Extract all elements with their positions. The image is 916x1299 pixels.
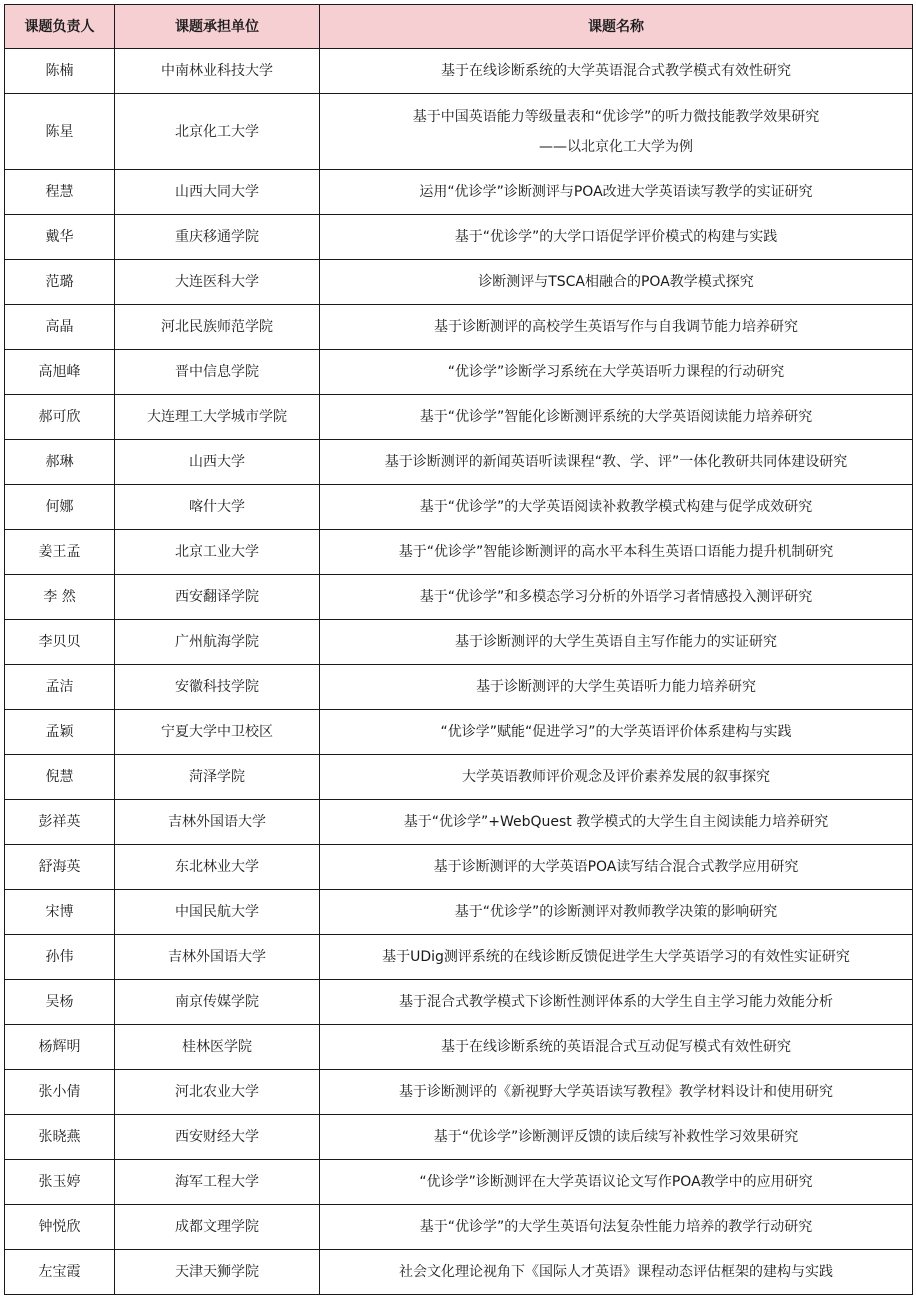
table-row	[5, 755, 913, 800]
cell-leader: 戴华	[5, 215, 115, 260]
cell-unit: 河北农业大学	[115, 1070, 320, 1115]
cell-title	[320, 1115, 913, 1160]
cell-leader: 张小倩	[5, 1070, 115, 1115]
cell-leader: 孙伟	[5, 935, 115, 980]
table-row	[5, 710, 913, 755]
cell-unit: 海军工程大学	[115, 1160, 320, 1205]
table-row	[5, 49, 913, 94]
cell-title	[320, 440, 913, 485]
cell-unit: 吉林外国语大学	[115, 935, 320, 980]
title-line: 运用“优诊学”诊断测评与POA改进大学英语读写教学的实证研究	[419, 184, 813, 200]
title-line: 基于UDig测评系统的在线诊断反馈促进学生大学英语学习的有效性实证研究	[382, 949, 850, 965]
cell-leader: 高旭峰	[5, 350, 115, 395]
cell-leader: 倪慧	[5, 755, 115, 800]
table-row	[5, 440, 913, 485]
cell-leader: 范璐	[5, 260, 115, 305]
cell-unit: 西安财经大学	[115, 1115, 320, 1160]
cell-title	[320, 1205, 913, 1250]
table-row	[5, 620, 913, 665]
cell-title	[320, 935, 913, 980]
title-line: 大学英语教师评价观念及评价素养发展的叙事探究	[462, 769, 770, 785]
table-row	[5, 1025, 913, 1070]
cell-unit: 菏泽学院	[115, 755, 320, 800]
cell-title	[320, 575, 913, 620]
cell-unit: 成都文理学院	[115, 1205, 320, 1250]
title-line: 诊断测评与TSCA相融合的POA教学模式探究	[478, 274, 754, 290]
cell-unit: 吉林外国语大学	[115, 800, 320, 845]
title-line: 基于在线诊断系统的英语混合式互动促写模式有效性研究	[441, 1039, 791, 1055]
title-line: 基于混合式教学模式下诊断性测评体系的大学生自主学习能力效能分析	[399, 994, 833, 1010]
title-line: “优诊学”赋能“促进学习”的大学英语评价体系建构与实践	[440, 724, 792, 740]
cell-title	[320, 1160, 913, 1205]
table-row	[5, 845, 913, 890]
header-row	[5, 5, 913, 49]
cell-leader: 杨辉明	[5, 1025, 115, 1070]
cell-unit: 北京化工大学	[115, 94, 320, 170]
cell-unit: 南京传媒学院	[115, 980, 320, 1025]
cell-leader: 舒海英	[5, 845, 115, 890]
cell-title	[320, 170, 913, 215]
cell-leader: 张晓燕	[5, 1115, 115, 1160]
title-line: 基于“优诊学”的大学口语促学评价模式的构建与实践	[454, 229, 778, 245]
cell-leader: 孟洁	[5, 665, 115, 710]
cell-title	[320, 395, 913, 440]
header-leader: 课题负责人	[5, 5, 115, 49]
cell-title	[320, 800, 913, 845]
cell-title	[320, 305, 913, 350]
table-row	[5, 260, 913, 305]
table-row	[5, 530, 913, 575]
cell-title	[320, 260, 913, 305]
cell-unit: 广州航海学院	[115, 620, 320, 665]
title-line: 基于“优诊学”的大学生英语句法复杂性能力培养的教学行动研究	[419, 1219, 813, 1235]
title-line: 基于“优诊学”诊断测评反馈的读后续写补救性学习效果研究	[433, 1129, 799, 1145]
cell-unit: 大连理工大学城市学院	[115, 395, 320, 440]
cell-unit: 山西大学	[115, 440, 320, 485]
cell-leader: 宋博	[5, 890, 115, 935]
title-line: 基于诊断测评的大学生英语听力能力培养研究	[476, 679, 756, 695]
cell-leader: 陈星	[5, 94, 115, 170]
cell-title	[320, 215, 913, 260]
cell-unit: 重庆移通学院	[115, 215, 320, 260]
cell-title	[320, 49, 913, 94]
cell-unit: 中南林业科技大学	[115, 49, 320, 94]
cell-leader: 钟悦欣	[5, 1205, 115, 1250]
table-row	[5, 1115, 913, 1160]
cell-unit: 东北林业大学	[115, 845, 320, 890]
title-line: 基于“优诊学”的大学英语阅读补救教学模式构建与促学成效研究	[419, 499, 813, 515]
title-line: “优诊学”诊断测评在大学英语议论文写作POA教学中的应用研究	[419, 1174, 813, 1190]
project-table-container	[4, 4, 912, 1295]
table-row	[5, 890, 913, 935]
title-line: 基于“优诊学”+WebQuest 教学模式的大学生自主阅读能力培养研究	[403, 814, 829, 830]
cell-title	[320, 620, 913, 665]
cell-leader: 李贝贝	[5, 620, 115, 665]
cell-leader: 彭祥英	[5, 800, 115, 845]
cell-title	[320, 350, 913, 395]
cell-leader: 吴杨	[5, 980, 115, 1025]
cell-title	[320, 890, 913, 935]
title-line: 基于诊断测评的大学英语POA读写结合混合式教学应用研究	[433, 859, 799, 875]
title-line: 基于诊断测评的《新视野大学英语读写教程》教学材料设计和使用研究	[399, 1084, 833, 1100]
table-row	[5, 485, 913, 530]
header-unit: 课题承担单位	[115, 5, 320, 49]
cell-unit: 天津天狮学院	[115, 1250, 320, 1295]
cell-leader: 何娜	[5, 485, 115, 530]
table-row	[5, 215, 913, 260]
table-row	[5, 1205, 913, 1250]
cell-title	[320, 1070, 913, 1115]
table-row	[5, 395, 913, 440]
cell-unit: 大连医科大学	[115, 260, 320, 305]
cell-unit: 山西大同大学	[115, 170, 320, 215]
cell-unit: 中国民航大学	[115, 890, 320, 935]
title-line: 基于诊断测评的新闻英语听读课程“教、学、评”一体化教研共同体建设研究	[384, 454, 848, 470]
table-row	[5, 94, 913, 170]
cell-leader: 郝琳	[5, 440, 115, 485]
cell-title	[320, 980, 913, 1025]
title-line: 基于“优诊学”智能化诊断测评系统的大学英语阅读能力培养研究	[419, 409, 813, 425]
cell-leader: 高晶	[5, 305, 115, 350]
cell-unit: 西安翻译学院	[115, 575, 320, 620]
cell-leader: 孟颖	[5, 710, 115, 755]
header-title: 课题名称	[320, 5, 913, 49]
cell-leader: 李 然	[5, 575, 115, 620]
title-subline: ——以北京化工大学为例	[539, 138, 693, 155]
cell-title	[320, 485, 913, 530]
table-row	[5, 980, 913, 1025]
table-row	[5, 575, 913, 620]
title-line: 社会文化理论视角下《国际人才英语》课程动态评估框架的建构与实践	[399, 1264, 833, 1280]
table-row	[5, 1250, 913, 1295]
table-row	[5, 1070, 913, 1115]
cell-leader: 左宝霞	[5, 1250, 115, 1295]
title-line: “优诊学”诊断学习系统在大学英语听力课程的行动研究	[447, 364, 785, 380]
cell-leader: 程慧	[5, 170, 115, 215]
cell-title	[320, 755, 913, 800]
cell-leader: 陈楠	[5, 49, 115, 94]
table-header	[5, 5, 913, 49]
cell-unit: 喀什大学	[115, 485, 320, 530]
cell-unit: 安徽科技学院	[115, 665, 320, 710]
table-row	[5, 305, 913, 350]
table-row	[5, 935, 913, 980]
table-row	[5, 170, 913, 215]
cell-title	[320, 845, 913, 890]
cell-title	[320, 1025, 913, 1070]
cell-unit: 河北民族师范学院	[115, 305, 320, 350]
cell-unit: 北京工业大学	[115, 530, 320, 575]
table-row	[5, 665, 913, 710]
title-line: 基于在线诊断系统的大学英语混合式教学模式有效性研究	[441, 63, 791, 79]
cell-unit: 宁夏大学中卫校区	[115, 710, 320, 755]
table-row	[5, 800, 913, 845]
title-line: 基于“优诊学”和多模态学习分析的外语学习者情感投入测评研究	[419, 589, 813, 605]
cell-leader: 张玉婷	[5, 1160, 115, 1205]
cell-title	[320, 530, 913, 575]
table-row	[5, 1160, 913, 1205]
cell-unit: 桂林医学院	[115, 1025, 320, 1070]
cell-leader: 姜王孟	[5, 530, 115, 575]
title-line: 基于中国英语能力等级量表和“优诊学”的听力微技能教学效果研究	[412, 108, 820, 125]
project-table	[4, 4, 913, 1295]
cell-title	[320, 710, 913, 755]
title-line: 基于诊断测评的高校学生英语写作与自我调节能力培养研究	[434, 319, 798, 335]
cell-title	[320, 665, 913, 710]
title-line: 基于诊断测评的大学生英语自主写作能力的实证研究	[455, 634, 777, 650]
cell-leader: 郝可欣	[5, 395, 115, 440]
cell-title	[320, 94, 913, 170]
title-line: 基于“优诊学”智能诊断测评的高水平本科生英语口语能力提升机制研究	[398, 544, 834, 560]
cell-unit: 晋中信息学院	[115, 350, 320, 395]
table-row	[5, 350, 913, 395]
cell-title	[320, 1250, 913, 1295]
title-line: 基于“优诊学”的诊断测评对教师教学决策的影响研究	[454, 904, 778, 920]
table-body	[5, 49, 913, 1295]
